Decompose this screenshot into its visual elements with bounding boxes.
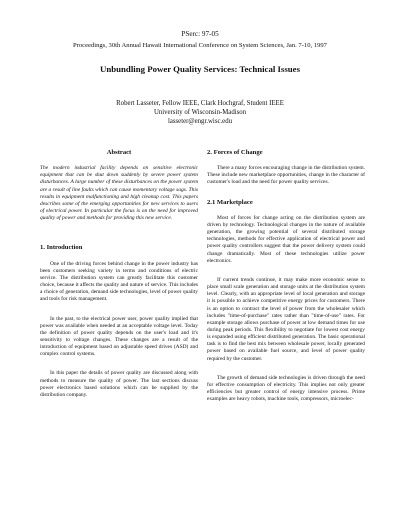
marketplace-paragraph: Most of forces for change acting on the distribution system are driven by technology. Technological changes in the nature of available generation, the growing potential of several distributed storage technologies, methods for effective application of electrical power and power quality controllers suggest that the power delivery system could change dramatically. Most of these technologies utilize power electronics. (207, 214, 365, 264)
intro-paragraph: In this paper the details of power quality are discussed along with methods to measure the quality of power. The last sections discuss power electronics based solutions which can be supplied by the distribution company. (40, 370, 198, 398)
proceedings-line: Proceedings, 30th Annual Hawaii International Conference on System Sciences, Jan. 7-10, 1997 (73, 42, 327, 49)
marketplace-paragraph: The growth of demand side technologies is driven through the need for effective consumption of electricity. This implies not only greater efficiencies but greater control of energy intensive process. Prime examples are heavy robots, machine tools, compressors, microelec- (207, 374, 365, 403)
intro-paragraph: One of the driving forces behind change in the power industry has been customers seeking variety in terms and conditions of electric service. The distribution system can greatly facilitate this customer choice, because it affects the quality and nature of service. This includes a choice of generation, demand side technologies, level of power quality and tools for risk management. (40, 260, 198, 303)
forces-heading: 2. Forces of Change (207, 149, 263, 156)
affiliation: University of Wisconsin-Madison (153, 109, 247, 117)
marketplace-paragraph: If current trends continue, it may make more economic sense to place small scale generation and storage units at the distribution system level. Clearly, with an appropriate level of local generation and storage it is possible to achieve competitive energy prices for customers. There is an option to contract the level of power from the wholesaler which includes "time-of-purchase" rates rather than "time-of-use" rates. For example storage allows purchase of power at low demand times for use during peak periods. This flexibility to negotiate for lowest cost energy is expanded using efficient distributed generation. The basic operational task is to find the best mix between wholesale power, locally generated power based on available fuel source, and level of power quality required by the customer. (207, 276, 365, 362)
forces-intro: There a many forces encouraging change in the distribution system. These include new marketplace opportunities, change in the character of customer's load and the need for power quality services. (207, 165, 365, 186)
abstract-heading: Abstract (106, 149, 132, 156)
intro-paragraph: In the past, to the electrical power user, power quality implied that power was available when needed at an acceptable voltage level. Today the definition of power quality depends on the user's load and it's sensitivity to voltage changes. These changes are a result of the introduction of equipment based on adjustable speed drives (ASD) and complex control systems. (40, 315, 198, 358)
author-email: lasseter@engr.wisc.edu (167, 118, 232, 126)
report-id: PSerc: 97-05 (181, 30, 219, 38)
authors-line: Robert Lasseter, Fellow IEEE, Clark Hochgraf, Student IEEE (116, 100, 284, 107)
marketplace-heading: 2.1 Marketplace (207, 198, 253, 206)
paper-title: Unbundling Power Quality Services: Technical Issues (100, 64, 300, 74)
right-column (207, 149, 365, 403)
author-block (0, 99, 400, 127)
left-column (40, 149, 198, 399)
introduction-heading: 1. Introduction (40, 244, 83, 252)
abstract-text: The modern industrial facility depends on sensitive electronic equipment that can be shut down suddenly by severe power system disturbances. A large number of these disturbances on the power system are a result of line faults which can cause momentary voltage sags. This results in equipment malfunctioning and high cleanup cost. This papers describes some of the emerging opportunities for new services to users of electrical power. In particular the focus is on the need for improved quality of power and methods for providing this new service. (40, 165, 198, 222)
